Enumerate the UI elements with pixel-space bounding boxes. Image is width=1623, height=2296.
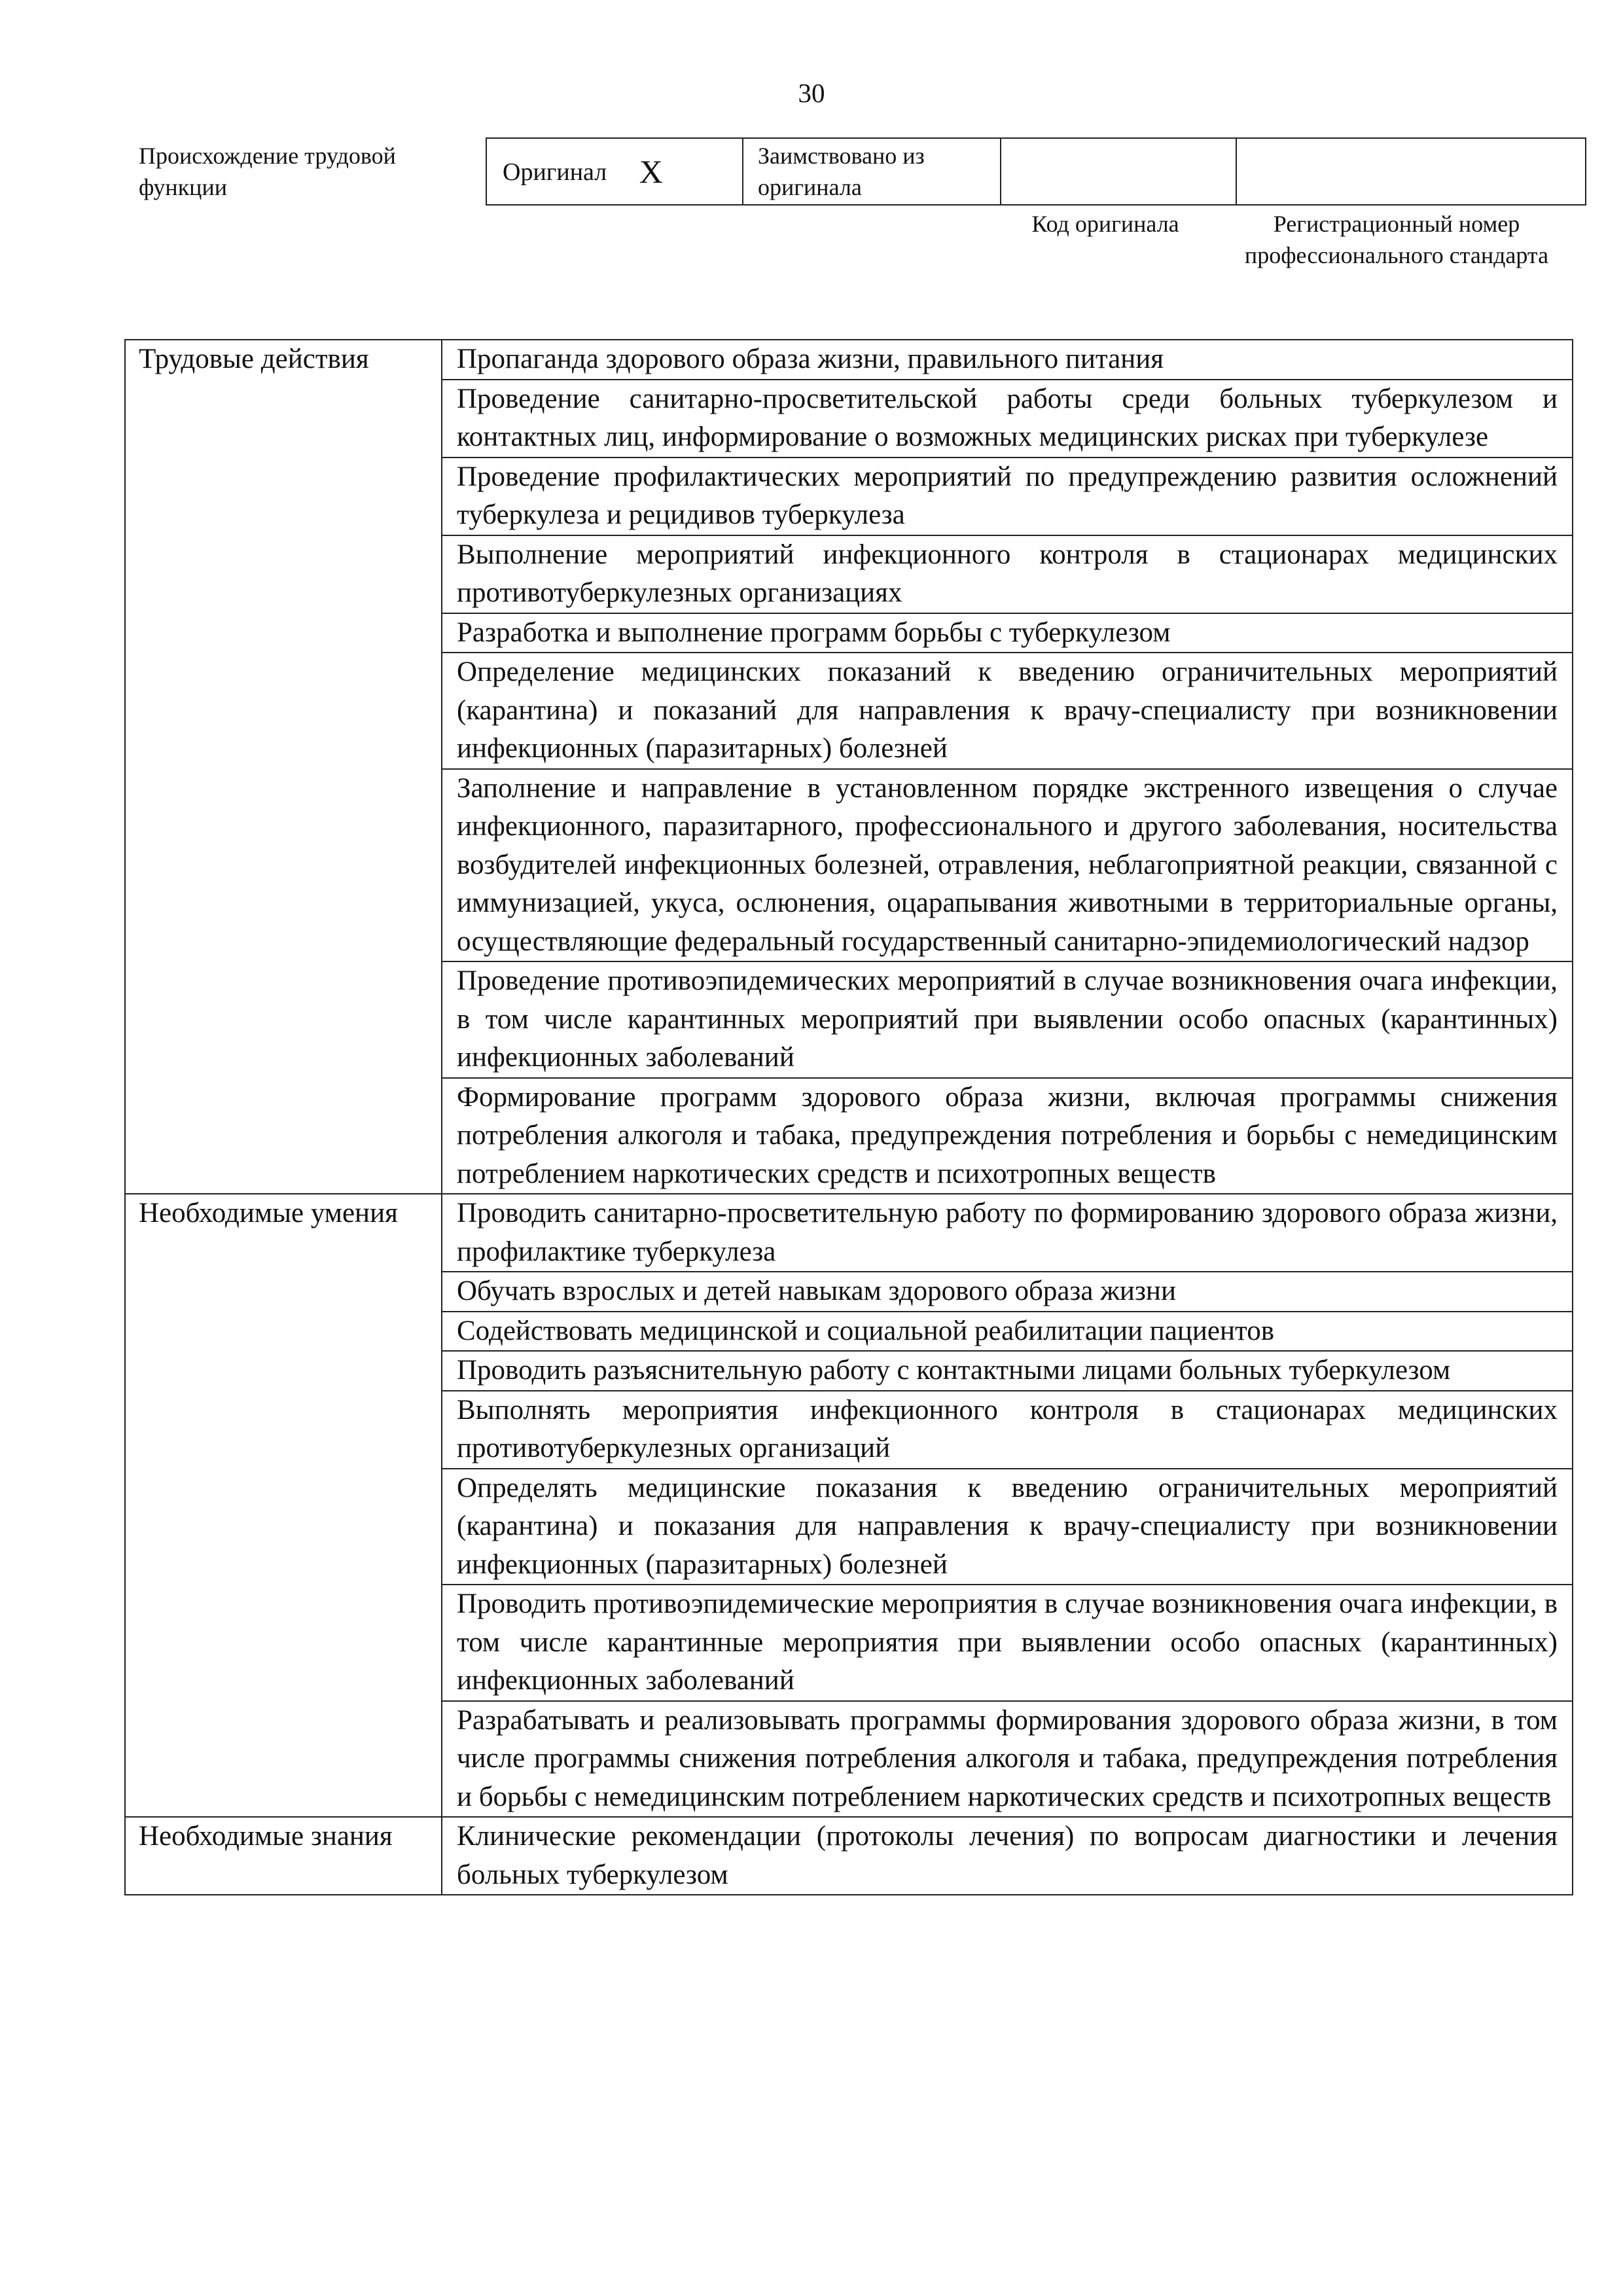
origin-table: [486, 137, 1586, 206]
code-caption: Код оригинала: [1031, 211, 1179, 237]
section-item: Определять медицинские показания к введению ограничительных мероприятий (карантина) и показания для направления к врачу-специалисту при возникновении инфекционных (паразитарных) болезней: [442, 1469, 1573, 1585]
section-item: Выполнение мероприятий инфекционного контроля в стационарах медицинских противотуберкулезных организациях: [442, 535, 1573, 613]
section-title: Необходимые умения: [125, 1194, 442, 1817]
table-row: [125, 340, 1573, 380]
section-item: Разработка и выполнение программ борьбы с туберкулезом: [442, 613, 1573, 653]
section-item: Проводить разъяснительную работу с контактными лицами больных туберкулезом: [442, 1351, 1573, 1391]
origin-label: Происхождение трудовой функции: [139, 143, 396, 200]
section-title: Необходимые знания: [125, 1817, 442, 1895]
page-number: 30: [798, 78, 825, 108]
section-item: Проведение профилактических мероприятий по предупреждению развития осложнений туберкулеза и рецидивов туберкулеза: [442, 457, 1573, 535]
section-item: Проведение противоэпидемических мероприятий в случае возникновения очага инфекции, в том числе карантинных мероприятий при выявлении особо опасных (карантинных) инфекционных заболеваний: [442, 961, 1573, 1078]
original-cell: [486, 138, 743, 205]
section-item: Определение медицинских показаний к введению ограничительных мероприятий (карантина) и показаний для направления к врачу-специалисту при возникновении инфекционных (паразитарных) болезней: [442, 653, 1573, 769]
section-item: Заполнение и направление в установленном порядке экстренного извещения о случае инфекционного, паразитарного, профессионального и другого заболевания, носительства возбудителей инфекционных болезней, отравления, неблагоприятной реакции, связанной с иммунизацией, укуса, ослюнения, оцарапывания животными в территориальные органы, осуществляющие федеральный государственный санитарно-эпидемиологический надзор: [442, 769, 1573, 962]
reg-number-cell: [1236, 138, 1586, 205]
section-item: Клинические рекомендации (протоколы лечения) по вопросам диагностики и лечения больных туберкулезом: [442, 1817, 1573, 1895]
section-item: Проведение санитарно-просветительской работы среди больных туберкулезом и контактных лиц, информирование о возможных медицинских рисках при туберкулезе: [442, 380, 1573, 457]
borrowed-label: Заимствовано из оригинала: [758, 143, 925, 200]
section-item: Выполнять мероприятия инфекционного контроля в стационарах медицинских противотуберкулезных организаций: [442, 1391, 1573, 1469]
function-details-table: [124, 339, 1573, 1895]
section-title: Трудовые действия: [125, 340, 442, 1194]
table-row: [125, 1817, 1573, 1895]
section-item: Разрабатывать и реализовывать программы формирования здорового образа жизни, в том числе программы снижения потребления алкоголя и табака, предупреждения потребления и борьбы с немедицинским потреблением наркотических средств и психотропных веществ: [442, 1701, 1573, 1818]
reg-number-caption: Регистрационный номер профессионального стандарта: [1244, 211, 1549, 268]
section-item: Проводить санитарно-просветительную работу по формированию здорового образа жизни, профилактике туберкулеза: [442, 1194, 1573, 1272]
section-item: Пропаганда здорового образа жизни, правильного питания: [442, 340, 1573, 380]
code-cell: [1001, 138, 1236, 205]
borrowed-cell: [743, 138, 1001, 205]
table-row: [125, 1194, 1573, 1272]
section-item: Формирование программ здорового образа жизни, включая программы снижения потребления алкоголя и табака, предупреждения потребления и борьбы с немедицинским потреблением наркотических средств и психотропных веществ: [442, 1078, 1573, 1194]
section-item: Содействовать медицинской и социальной реабилитации пациентов: [442, 1312, 1573, 1352]
section-item: Обучать взрослых и детей навыкам здорового образа жизни: [442, 1272, 1573, 1312]
original-label: Оригинал: [503, 158, 607, 186]
original-mark: X: [639, 153, 663, 190]
section-item: Проводить противоэпидемические мероприятия в случае возникновения очага инфекции, в том числе карантинные мероприятия при выявлении особо опасных (карантинных) инфекционных заболеваний: [442, 1585, 1573, 1701]
